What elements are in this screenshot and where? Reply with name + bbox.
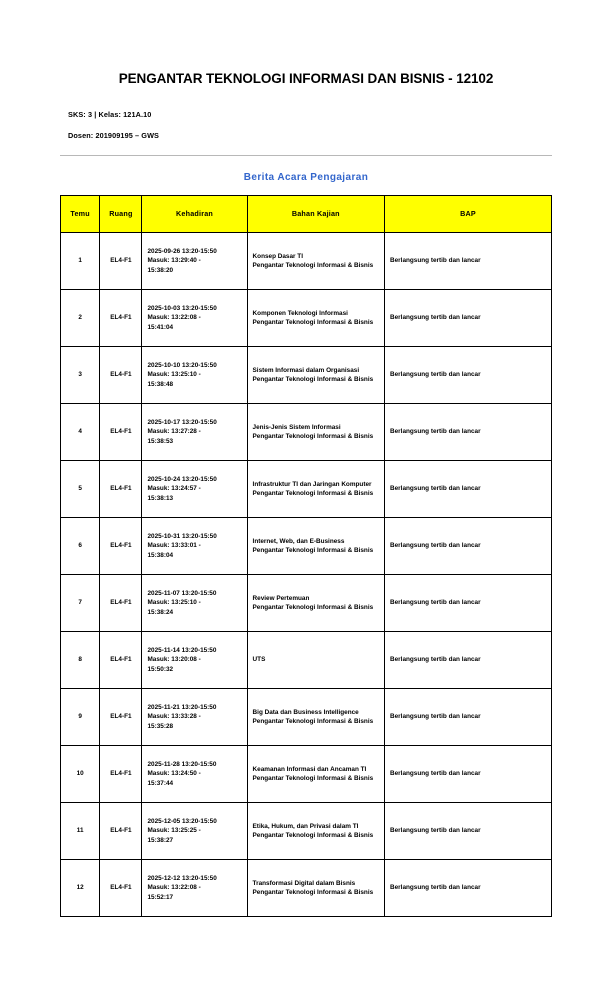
cell-kehadiran <box>142 688 247 745</box>
kehadiran-schedule: 2025-10-03 13:20-15:50 <box>147 305 217 313</box>
page-title: PENGANTAR TEKNOLOGI INFORMASI DAN BISNIS - 12102 <box>118 71 494 86</box>
kehadiran-masuk: Masuk: 13:20:08 - <box>147 656 201 664</box>
kehadiran-masuk: Masuk: 13:27:28 - <box>147 428 201 436</box>
bap-text: Berlangsung tertib dan lancar <box>390 827 481 835</box>
cell-temu: 7 <box>61 574 100 631</box>
cell-bahan-kajian <box>247 517 384 574</box>
cell-kehadiran <box>142 232 247 289</box>
table-header-row <box>61 195 552 232</box>
bap-text: Berlangsung tertib dan lancar <box>390 713 481 721</box>
bahan-matkul: Pengantar Teknologi Informasi & Bisnis <box>252 546 374 554</box>
table-row <box>61 574 552 631</box>
kehadiran-schedule: 2025-09-26 13:20-15:50 <box>147 248 217 256</box>
bahan-topik: Transformasi Digital dalam Bisnis <box>252 879 356 887</box>
column-header-temu: Temu <box>61 195 100 232</box>
cell-temu: 6 <box>61 517 100 574</box>
kehadiran-masuk: Masuk: 13:25:10 - <box>147 371 201 379</box>
bap-text: Berlangsung tertib dan lancar <box>390 884 481 892</box>
cell-temu: 9 <box>61 688 100 745</box>
kehadiran-schedule: 2025-10-31 13:20-15:50 <box>147 533 217 541</box>
column-header-ruang: Ruang <box>100 195 142 232</box>
cell-kehadiran <box>142 346 247 403</box>
cell-kehadiran <box>142 403 247 460</box>
bap-text: Berlangsung tertib dan lancar <box>390 485 481 493</box>
kehadiran-masuk: Masuk: 13:24:57 - <box>147 485 201 493</box>
cell-ruang: EL4-F1 <box>100 859 142 916</box>
kehadiran-schedule: 2025-10-24 13:20-15:50 <box>147 476 217 484</box>
cell-bahan-kajian <box>247 859 384 916</box>
cell-ruang: EL4-F1 <box>100 289 142 346</box>
bap-text: Berlangsung tertib dan lancar <box>390 770 481 778</box>
cell-bap <box>385 517 552 574</box>
cell-ruang: EL4-F1 <box>100 517 142 574</box>
cell-ruang: EL4-F1 <box>100 574 142 631</box>
section-title: Berita Acara Pengajaran <box>243 171 369 183</box>
cell-temu: 11 <box>61 802 100 859</box>
cell-bahan-kajian <box>247 460 384 517</box>
cell-ruang: EL4-F1 <box>100 403 142 460</box>
kehadiran-keluar: 15:38:04 <box>147 551 174 559</box>
cell-bahan-kajian <box>247 232 384 289</box>
cell-kehadiran <box>142 802 247 859</box>
table-row <box>61 460 552 517</box>
bahan-topik: Sistem Informasi dalam Organisasi <box>252 366 360 374</box>
kehadiran-keluar: 15:38:48 <box>147 380 174 388</box>
table-row <box>61 859 552 916</box>
kehadiran-schedule: 2025-12-05 13:20-15:50 <box>147 818 217 826</box>
kehadiran-masuk: Masuk: 13:29:40 - <box>147 257 201 265</box>
kehadiran-masuk: Masuk: 13:25:25 - <box>147 827 201 835</box>
cell-bahan-kajian <box>247 802 384 859</box>
kehadiran-schedule: 2025-11-28 13:20-15:50 <box>147 761 217 769</box>
column-header-bap: BAP <box>385 195 552 232</box>
cell-kehadiran <box>142 631 247 688</box>
bahan-topik: Review Pertemuan <box>252 594 310 602</box>
bahan-matkul: Pengantar Teknologi Informasi & Bisnis <box>252 717 374 725</box>
kehadiran-schedule: 2025-10-10 13:20-15:50 <box>147 362 217 370</box>
kehadiran-masuk: Masuk: 13:33:01 - <box>147 542 201 550</box>
course-meta <box>60 110 552 141</box>
kehadiran-schedule: 2025-11-14 13:20-15:50 <box>147 647 217 655</box>
cell-bahan-kajian <box>247 403 384 460</box>
cell-bap <box>385 631 552 688</box>
cell-ruang: EL4-F1 <box>100 688 142 745</box>
kehadiran-keluar: 15:38:27 <box>147 836 174 844</box>
cell-bap <box>385 574 552 631</box>
bahan-matkul: Pengantar Teknologi Informasi & Bisnis <box>252 888 374 896</box>
bahan-matkul: Pengantar Teknologi Informasi & Bisnis <box>252 375 374 383</box>
cell-temu: 3 <box>61 346 100 403</box>
kehadiran-masuk: Masuk: 13:25:10 - <box>147 599 201 607</box>
bahan-topik: Konsep Dasar TI <box>252 252 303 260</box>
bap-text: Berlangsung tertib dan lancar <box>390 428 481 436</box>
kehadiran-keluar: 15:38:53 <box>147 437 174 445</box>
bahan-topik: Etika, Hukum, dan Privasi dalam TI <box>252 822 359 830</box>
cell-ruang: EL4-F1 <box>100 346 142 403</box>
bahan-topik: Infrastruktur TI dan Jaringan Komputer <box>252 480 372 488</box>
bahan-matkul: Pengantar Teknologi Informasi & Bisnis <box>252 432 374 440</box>
kehadiran-keluar: 15:52:17 <box>147 893 174 901</box>
column-header-bahan-kajian: Bahan Kajian <box>247 195 384 232</box>
cell-bap <box>385 346 552 403</box>
cell-ruang: EL4-F1 <box>100 802 142 859</box>
cell-bap <box>385 688 552 745</box>
kehadiran-schedule: 2025-11-21 13:20-15:50 <box>147 704 217 712</box>
cell-temu: 2 <box>61 289 100 346</box>
cell-ruang: EL4-F1 <box>100 631 142 688</box>
cell-temu: 12 <box>61 859 100 916</box>
kehadiran-keluar: 15:50:32 <box>147 665 174 673</box>
bahan-topik: Jenis-Jenis Sistem Informasi <box>252 423 341 431</box>
bahan-topik: Big Data dan Business Intelligence <box>252 708 359 716</box>
kehadiran-keluar: 15:38:20 <box>147 266 174 274</box>
kehadiran-keluar: 15:37:44 <box>147 779 174 787</box>
kehadiran-schedule: 2025-12-12 13:20-15:50 <box>147 875 217 883</box>
cell-bahan-kajian <box>247 346 384 403</box>
kehadiran-masuk: Masuk: 13:33:28 - <box>147 713 201 721</box>
kehadiran-masuk: Masuk: 13:22:08 - <box>147 314 201 322</box>
table-row <box>61 631 552 688</box>
cell-bahan-kajian <box>247 574 384 631</box>
bap-text: Berlangsung tertib dan lancar <box>390 371 481 379</box>
header-divider <box>60 155 552 156</box>
bahan-topik: UTS <box>252 656 266 664</box>
bap-text: Berlangsung tertib dan lancar <box>390 599 481 607</box>
meta-dosen: Dosen: 201909195 – GWS <box>68 130 160 140</box>
bap-text: Berlangsung tertib dan lancar <box>390 257 481 265</box>
cell-ruang: EL4-F1 <box>100 460 142 517</box>
kehadiran-masuk: Masuk: 13:22:08 - <box>147 884 201 892</box>
kehadiran-keluar: 15:35:28 <box>147 722 174 730</box>
cell-bap <box>385 232 552 289</box>
cell-bahan-kajian <box>247 745 384 802</box>
kehadiran-schedule: 2025-10-17 13:20-15:50 <box>147 419 217 427</box>
table-body <box>61 232 552 916</box>
column-header-kehadiran: Kehadiran <box>142 195 247 232</box>
cell-ruang: EL4-F1 <box>100 745 142 802</box>
cell-bap <box>385 403 552 460</box>
cell-temu: 8 <box>61 631 100 688</box>
kehadiran-keluar: 15:41:04 <box>147 323 174 331</box>
table-row <box>61 517 552 574</box>
table-row <box>61 802 552 859</box>
bahan-topik: Keamanan Informasi dan Ancaman TI <box>252 765 367 773</box>
cell-kehadiran <box>142 460 247 517</box>
cell-ruang: EL4-F1 <box>100 232 142 289</box>
cell-temu: 1 <box>61 232 100 289</box>
cell-bap <box>385 802 552 859</box>
kehadiran-schedule: 2025-11-07 13:20-15:50 <box>147 590 217 598</box>
bap-text: Berlangsung tertib dan lancar <box>390 314 481 322</box>
cell-kehadiran <box>142 859 247 916</box>
kehadiran-keluar: 15:38:24 <box>147 608 174 616</box>
teaching-log-table <box>60 195 552 917</box>
kehadiran-masuk: Masuk: 13:24:50 - <box>147 770 201 778</box>
bahan-topik: Internet, Web, dan E-Business <box>252 537 345 545</box>
cell-bahan-kajian <box>247 688 384 745</box>
bap-text: Berlangsung tertib dan lancar <box>390 542 481 550</box>
cell-kehadiran <box>142 517 247 574</box>
bap-text: Berlangsung tertib dan lancar <box>390 656 481 664</box>
bahan-matkul: Pengantar Teknologi Informasi & Bisnis <box>252 261 374 269</box>
table-header <box>61 195 552 232</box>
meta-sks-kelas: SKS: 3 | Kelas: 121A.10 <box>68 109 152 119</box>
table-row <box>61 289 552 346</box>
cell-kehadiran <box>142 745 247 802</box>
bahan-matkul: Pengantar Teknologi Informasi & Bisnis <box>252 489 374 497</box>
bahan-matkul: Pengantar Teknologi Informasi & Bisnis <box>252 831 374 839</box>
cell-temu: 10 <box>61 745 100 802</box>
bahan-matkul: Pengantar Teknologi Informasi & Bisnis <box>252 318 374 326</box>
cell-bahan-kajian <box>247 631 384 688</box>
table-row <box>61 745 552 802</box>
cell-bap <box>385 745 552 802</box>
table-row <box>61 346 552 403</box>
table-row <box>61 403 552 460</box>
bahan-topik: Komponen Teknologi Informasi <box>252 309 348 317</box>
cell-kehadiran <box>142 574 247 631</box>
cell-bahan-kajian <box>247 289 384 346</box>
table-row <box>61 688 552 745</box>
bahan-matkul: Pengantar Teknologi Informasi & Bisnis <box>252 603 374 611</box>
cell-temu: 4 <box>61 403 100 460</box>
cell-bap <box>385 859 552 916</box>
cell-bap <box>385 460 552 517</box>
cell-bap <box>385 289 552 346</box>
kehadiran-keluar: 15:38:13 <box>147 494 174 502</box>
cell-kehadiran <box>142 289 247 346</box>
table-row <box>61 232 552 289</box>
bahan-matkul: Pengantar Teknologi Informasi & Bisnis <box>252 774 374 782</box>
cell-temu: 5 <box>61 460 100 517</box>
